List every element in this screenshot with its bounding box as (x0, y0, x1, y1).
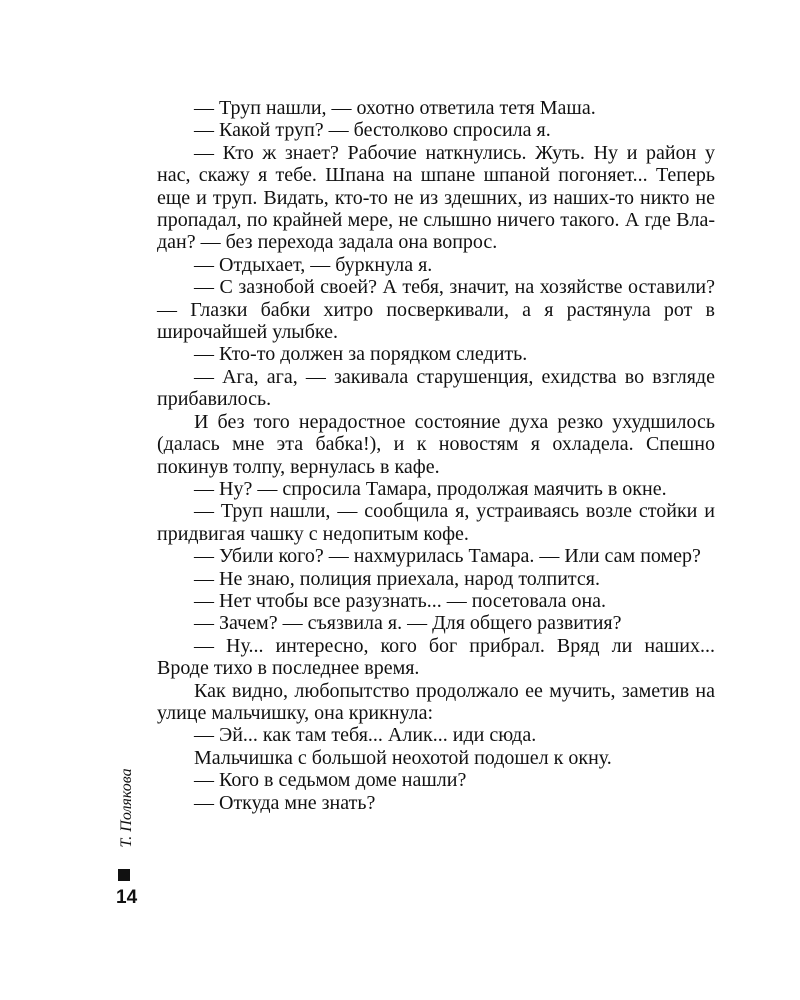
paragraph: — Кого в седьмом доме нашли? (194, 769, 467, 792)
paragraph: — Нет чтобы все разузнать... — посетовала она. (194, 589, 607, 612)
paragraph: — С зазнобой своей? А тебя, значит, на хозяйстве оставили? — Глазки бабки хитро посверкивали, а я растянула рот в широчайшей улыбке. (157, 276, 715, 344)
paragraph: — Ну... интересно, кого бог прибрал. Вряд ли наших... Вроде тихо в последнее время. (157, 634, 715, 680)
running-header-author: Т. Полякова (118, 767, 135, 848)
paragraph: — Кто ж знает? Рабочие наткнулись. Жуть. Ну и район у нас, скажу я тебе. Шпана на шпане шпаной погоняет... Теперь еще и труп. Видать, кто-то не из здешних, из наших-то никто не пропадал, по крайней мере, не слышно ничего такого. А где Владан? — без перехода задала она вопрос. (157, 141, 715, 254)
paragraph: — Труп нашли, — охотно ответила тетя Маша. (194, 97, 596, 119)
body-text (157, 97, 715, 814)
page-marker-square (118, 869, 130, 881)
page-number: 14 (116, 887, 138, 908)
paragraph: Как видно, любопытство продолжало ее мучить, заметив на улице мальчишку, она крикнула: (157, 679, 715, 724)
paragraph: — Ага, ага, — закивала старушенция, ехидства во взгляде прибавилось. (157, 365, 715, 411)
paragraph: — Отдыхает, — буркнула я. (194, 253, 433, 276)
paragraph: — Кто-то должен за порядком следить. (194, 343, 528, 366)
paragraph: — Какой труп? — бестолково спросила я. (194, 119, 551, 142)
paragraph: И без того нерадостное состояние духа резко ухудшилось (далась мне эта бабка!), и к новостям я охладела. Спешно покинув толпу, вернулась в кафе. (157, 410, 715, 478)
paragraph: — Ну? — спросила Тамара, продолжая маячить в окне. (194, 477, 667, 500)
paragraph: — Не знаю, полиция приехала, народ толпится. (194, 567, 600, 590)
running-header-author-wrap (117, 755, 137, 860)
paragraph: — Откуда мне знать? (194, 791, 376, 814)
paragraph: — Зачем? — съязвила я. — Для общего развития? (194, 612, 622, 635)
paragraph: — Эй... как там тебя... Алик... иди сюда. (194, 724, 537, 747)
paragraph: Мальчишка с большой неохотой подошел к окну. (194, 746, 612, 769)
paragraph: — Труп нашли, — сообщила я, устраиваясь возле стойки и придвигая чашку с недопитым кофе. (157, 500, 715, 545)
paragraph: — Убили кого? — нахмурилась Тамара. — Или сам помер? (194, 545, 701, 568)
